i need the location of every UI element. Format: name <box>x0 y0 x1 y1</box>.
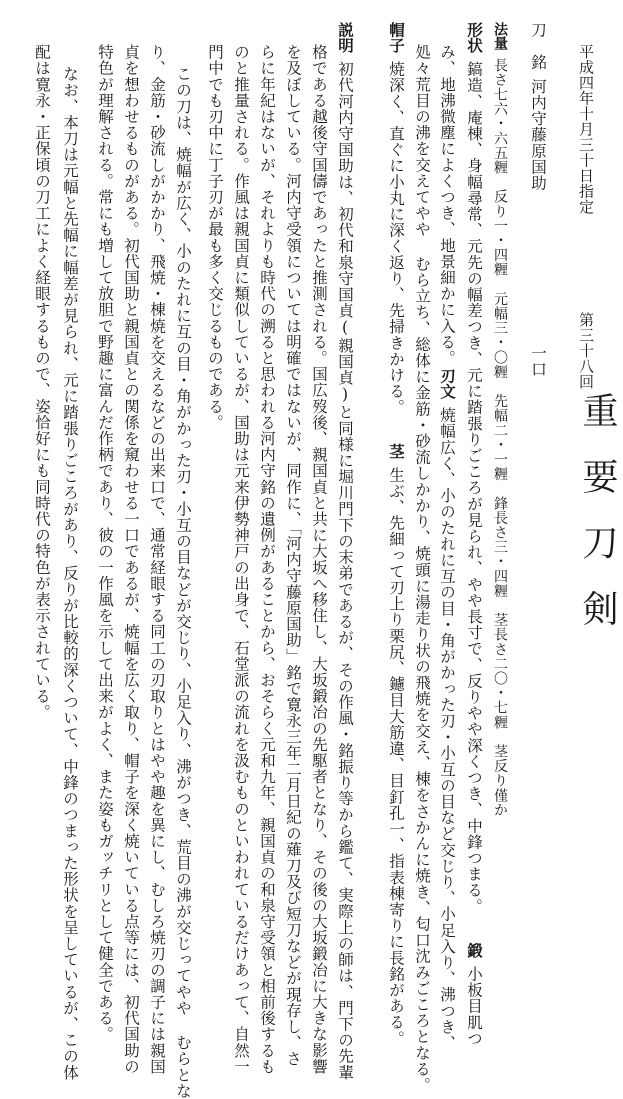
explanation-label: 説明 <box>336 22 354 53</box>
session-number: 第三十八回 <box>577 312 595 390</box>
paragraph2-line-1: この刀は、焼幅が広く、小のたれに互の目・角がかった刃・小互の目などが交じり、小足入り、沸がつき、荒目の沸が交じってやや むらとな <box>174 66 192 1099</box>
paragraph3-line-2: 配は寛永・正保頃の刀工によく経眼するもので、姿恰好にも同時代の特色が表示されている。 <box>33 44 51 721</box>
designation-date: 平成四年十月三十日指定 <box>577 44 595 215</box>
inscription-label: 銘 <box>529 54 547 71</box>
forging-row <box>436 44 458 366</box>
hamon-line-1: 焼幅広く、小のたれに互の目・角がかった刃・小互の目など交じり、小足入り、沸つき、 <box>438 407 456 1051</box>
explanation-line-2: 格である越後守国儔であったと推測される。国広歿後、親国貞と共に大坂へ移住し、大坂鍛冶の先駆者となり、その後の大坂鍛冶に大きな影響 <box>310 44 328 1075</box>
forging-line-1: 小板目肌つ <box>465 965 483 1047</box>
hamon-row-1 <box>436 368 458 1051</box>
boshi-label: 帽子 <box>387 22 405 53</box>
hamon-row-2 <box>411 44 433 1093</box>
item-count: 一口 <box>529 345 547 378</box>
inscription: 河内守藤原国助 <box>529 78 547 191</box>
measurements-row <box>489 22 511 817</box>
explanation-line-5: のと推量される。作風は親国貞に類似しているが、国助は元来伊勢神戸の出身で、石堂派の流れを汲むものといわれているだけあって、自然一 <box>232 44 250 1075</box>
boshi-row <box>385 22 407 1046</box>
item-type: 刀 <box>529 22 547 39</box>
page-title: 重要刀剣 <box>577 392 618 656</box>
hamon-label: 刃文 <box>438 368 456 399</box>
shape-label: 形状 <box>465 22 483 53</box>
item-header <box>527 22 549 191</box>
paragraph2-line-3: 貞を想わせるものがある。初代国助と親国貞との関係を窺わせる一口であるが、焼幅を広く取り、帽子を深く焼いている点等には、初代国助の <box>122 44 140 1075</box>
measurements-label: 法量 <box>492 22 508 50</box>
shape-row <box>463 22 485 1046</box>
boshi: 焼深く、直ぐに小丸に深く返り、先掃きかける。 <box>387 61 405 416</box>
paragraph2-line-2: り、金筋・砂流しがかかり、飛焼・棟焼を交えるなどの出来口で、通常経眼する同工の刃取りとはやや趣を異にし、むしろ焼刃の調子には親国 <box>148 44 166 1075</box>
paragraph2-line-4: 特色が理解される。常にも増して放胆で野趣に富んだ作柄であり、彼の一作風を示して出来がよく、また姿もガッチリとして健全である。 <box>96 44 114 1043</box>
paragraph3-line-1: なお、本刀は元幅と先幅に幅差が見られ、元に踏張りごころがあり、反りが比較的深くついて、中鋒のつまった形状を呈しているが、この体 <box>61 66 79 1081</box>
hamon-line-2: 処々荒目の沸を交えてやや むら立ち、総体に金筋・砂流しかかり、焼頭に湯走り状の飛焼を交え、棟をさかんに焼き、匂口沈みごころとなる。 <box>413 44 431 1093</box>
explanation-line-1 <box>334 22 356 1080</box>
explanation-line-3: を及ぼしている。河内守受領については明確ではないが、同作に、「河内守藤原国助」銘で寛永三年二月日紀の薙刀及び短刀などが現存し、さ <box>284 44 302 1067</box>
explanation-text: 初代河内守国助は、初代和泉守国貞(親国貞)と同様に堀川門下の末弟であるが、その作風・銘振り等から鑑て、実際上の師は、門下の先輩 <box>336 61 354 1081</box>
nakago: 生ぶ、先細って刃上り栗尻、鑢目大筋違、目釘孔一、指表棟寄りに長銘がある。 <box>387 466 405 1047</box>
forging-label: 鍛 <box>465 942 483 958</box>
explanation-line-6: 門中でも刃中に丁子刃が最も多く交じるものである。 <box>206 44 224 431</box>
forging-line-2: み、地沸微塵によくつき、地景細かに入る。 <box>438 44 456 366</box>
nakago-label: 茎 <box>387 443 405 459</box>
explanation-line-4: らに年紀はないが、それよりも時代の溯ると思われる河内守銘の遺例があることから、おそらく元和九年、親国貞の和泉守受領と相前後するも <box>258 44 276 1075</box>
shape: 鎬造、庵棟、身幅尋常、元先の幅差つき、元に踏張りごころが見られ、やや長寸で、反りやや深くつき、中鋒つまる。 <box>465 61 483 915</box>
measurements: 長さ七六・六五糎 反り一・四糎 元幅三・〇糎 先幅二・一糎 鋒長さ三・四糎 茎長さ二〇・七糎 茎反り僅か <box>492 58 508 818</box>
